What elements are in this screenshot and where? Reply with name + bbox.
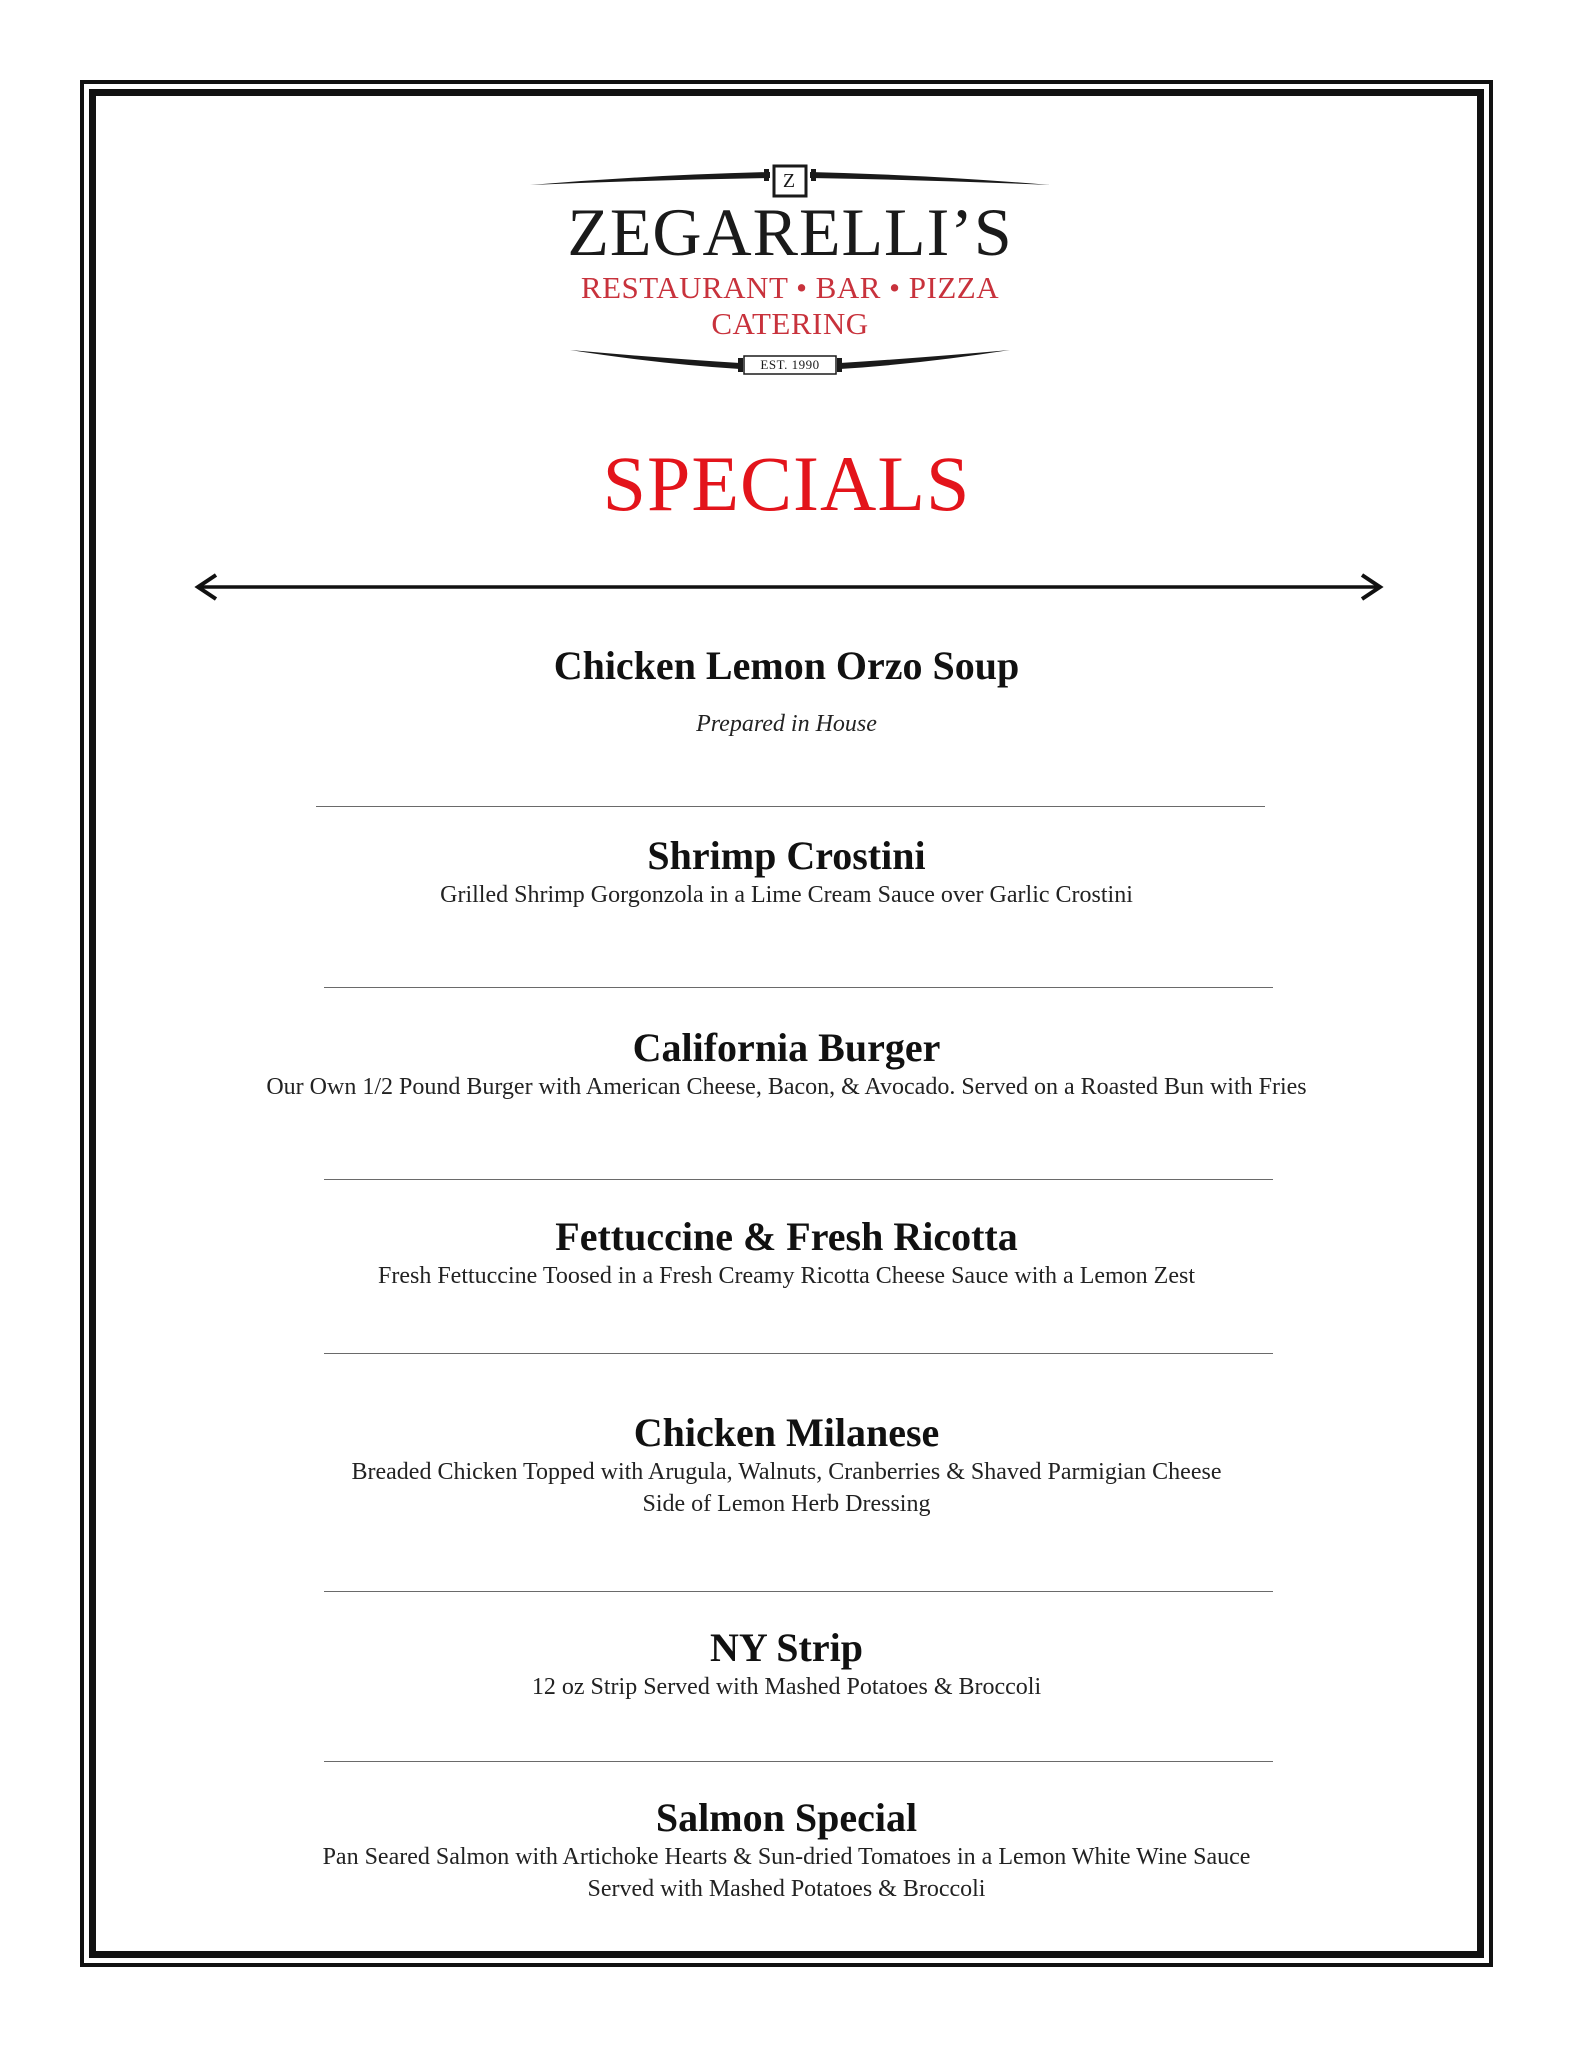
item-name: Salmon Special [655, 1795, 918, 1840]
logo-monogram: Z [782, 170, 796, 192]
double-arrow-divider-icon [194, 572, 1384, 602]
item-description: Grilled Shrimp Gorgonzola in a Lime Cream Sauce over Garlic Crostini [440, 882, 1133, 908]
item-description: Fresh Fettuccine Toosed in a Fresh Creamy Ricotta Cheese Sauce with a Lemon Zest [377, 1263, 1195, 1289]
section-divider [324, 1353, 1273, 1354]
section-divider [324, 987, 1273, 988]
item-description-line-2: Served with Mashed Potatoes & Broccoli [587, 1876, 986, 1902]
menu-item [0, 1214, 1573, 1292]
item-description: Breaded Chicken Topped with Arugula, Walnuts, Cranberries & Shaved Parmigian Cheese [351, 1459, 1222, 1485]
logo-established: EST. 1990 [760, 357, 820, 372]
page-title: SPECIALS [602, 440, 971, 527]
logo-tagline-2: CATERING [711, 306, 869, 341]
section-divider [324, 1761, 1273, 1762]
item-description: Our Own 1/2 Pound Burger with American Cheese, Bacon, & Avocado. Served on a Roasted Bun with Fries [266, 1074, 1307, 1100]
section-divider [324, 1179, 1273, 1180]
menu-item [0, 1025, 1573, 1103]
item-description: Prepared in House [696, 711, 877, 737]
item-name: Chicken Lemon Orzo Soup [553, 643, 1020, 688]
logo-tagline-1: RESTAURANT • BAR • PIZZA [580, 270, 1000, 305]
item-name: NY Strip [710, 1625, 863, 1670]
item-description-line-2: Side of Lemon Herb Dressing [642, 1491, 931, 1517]
section-divider [324, 1591, 1273, 1592]
restaurant-logo [520, 158, 1060, 378]
menu-item [0, 1625, 1573, 1703]
item-name: Chicken Milanese [633, 1410, 940, 1455]
menu-item [0, 833, 1573, 911]
item-name: Fettuccine & Fresh Ricotta [555, 1214, 1018, 1259]
item-description: 12 oz Strip Served with Mashed Potatoes & Broccoli [531, 1674, 1042, 1700]
item-name: California Burger [632, 1025, 941, 1070]
section-divider [316, 806, 1265, 807]
logo-wordmark: ZEGARELLI’S [567, 194, 1013, 270]
menu-item [0, 1795, 1573, 1905]
menu-item [0, 1410, 1573, 1520]
item-name: Shrimp Crostini [647, 833, 926, 878]
menu-item [0, 643, 1573, 740]
item-description: Pan Seared Salmon with Artichoke Hearts & Sun-dried Tomatoes in a Lemon White Wine Sauce [322, 1844, 1251, 1870]
